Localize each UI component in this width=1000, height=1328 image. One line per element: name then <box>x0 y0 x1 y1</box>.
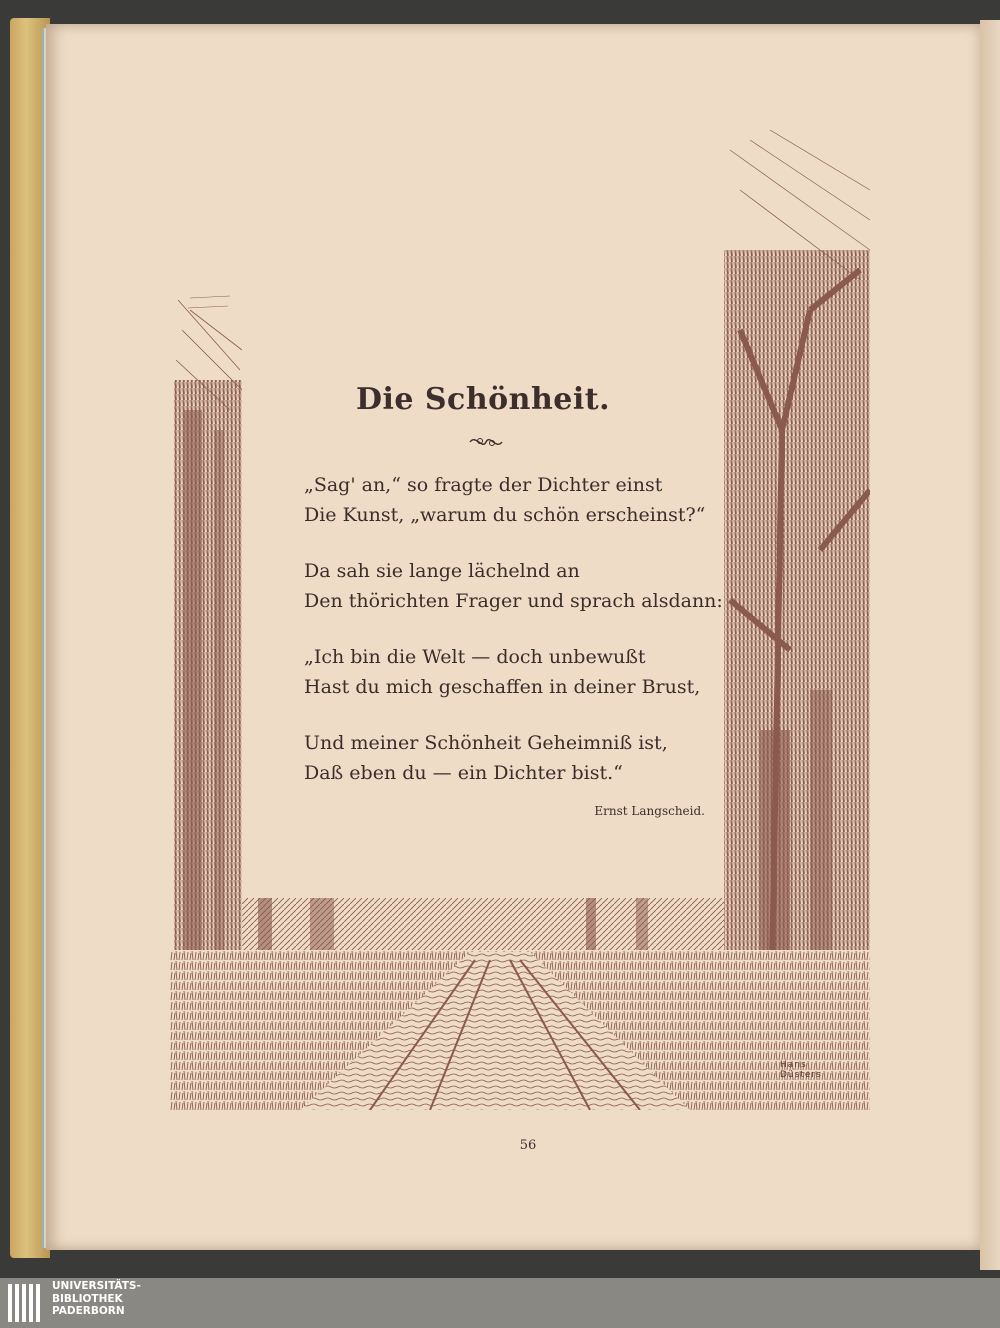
stanza-3 <box>304 642 724 702</box>
verse-line: „Ich bin die Welt — doch unbewußt <box>304 646 646 668</box>
library-name-line: UNIVERSITÄTS- <box>52 1280 141 1292</box>
flourish-ornament-icon <box>468 432 504 452</box>
stanza-1 <box>304 470 724 530</box>
library-name-line: PADERBORN <box>52 1305 125 1317</box>
library-logo-icon <box>6 1282 46 1324</box>
library-name-line: BIBLIOTHEK <box>52 1292 123 1305</box>
verse-line: Die Kunst, „warum du schön erscheinst?“ <box>304 504 706 526</box>
illustrator-signature: Hans Düsters <box>780 1060 822 1080</box>
verse-line: Daß eben du — ein Dichter bist.“ <box>304 762 623 784</box>
verse-line: Hast du mich geschaffen in deiner Brust, <box>304 676 701 698</box>
verse-line: „Sag' an,“ so fragte der Dichter einst <box>304 474 663 496</box>
book-cover-edge <box>10 18 50 1258</box>
page-number: 56 <box>519 1138 537 1153</box>
library-name <box>52 1280 192 1318</box>
stanza-2 <box>304 556 724 616</box>
verse-line: Da sah sie lange lächelnd an <box>304 560 580 582</box>
stanza-4 <box>304 728 724 788</box>
facing-page-edge <box>980 20 1000 1270</box>
verse-line: Und meiner Schönheit Geheimniß ist, <box>304 732 668 754</box>
verse-line: Den thörichten Frager und sprach alsdann: <box>304 590 723 612</box>
poem-author: Ernst Langscheid. <box>594 804 705 818</box>
poem-title: Die Schönheit. <box>355 382 611 417</box>
